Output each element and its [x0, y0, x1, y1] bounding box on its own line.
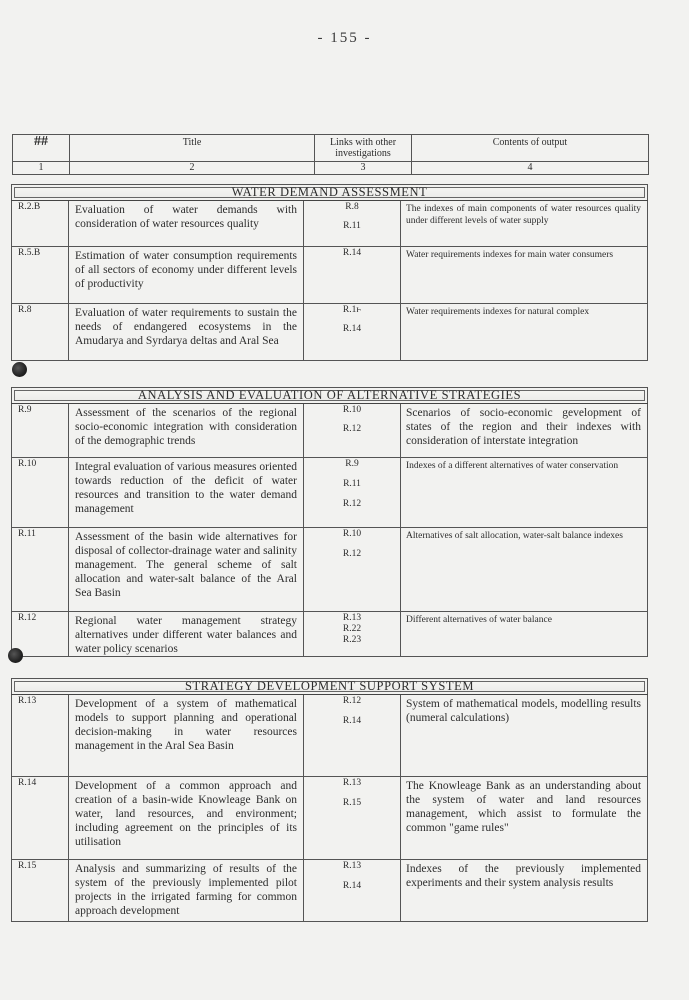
link-ref: R.8 [345, 202, 359, 212]
link-ref: R.14 [342, 324, 362, 334]
link-ref: R.22 [342, 624, 362, 634]
column-header-table [12, 134, 649, 175]
link-ref: R.15 [342, 798, 362, 808]
punch-hole [12, 362, 27, 377]
row-output: Different alternatives of water balance [401, 612, 648, 657]
section-alternative-strategies [11, 387, 648, 657]
row-title: Assessment of the basin wide alternatives for disposal of collector-drainage water and salinity management. The general scheme of salt allocation and water-salt balance of the Aral Sea Basin [69, 528, 304, 612]
link-ref: R.9 [345, 459, 359, 469]
link-ref: R.12 [342, 549, 362, 559]
table-row [12, 247, 648, 304]
link-ref: R.12 [342, 499, 362, 509]
link-ref: R.13 [342, 613, 362, 623]
link-ref: R.11 [343, 221, 361, 231]
row-output: Alternatives of salt allocation, water-salt balance indexes [401, 528, 648, 612]
header-contents: Contents of output [412, 135, 649, 162]
header-title: Title [70, 135, 315, 162]
row-code: R.5.B [12, 247, 69, 304]
row-output: Scenarios of socio-economic gevelopment of states of the region and their indexes with consideration of interstate integration [401, 404, 648, 458]
header-links: Links with other investigations [315, 135, 412, 162]
row-output: Water requirements indexes for main water consumers [401, 247, 648, 304]
section-title: WATER DEMAND ASSESSMENT [12, 185, 648, 201]
row-code: R.12 [12, 612, 69, 657]
section-water-demand [11, 184, 648, 361]
row-code: R.13 [12, 695, 69, 777]
row-code: R.8 [12, 304, 69, 361]
row-code: R.15 [12, 860, 69, 922]
row-title: Analysis and summarizing of results of the system of the previously implemented pilot projects in the irrigated farming for common approach development [69, 860, 304, 922]
row-links [304, 777, 401, 860]
row-links [304, 201, 401, 247]
row-title: Regional water management strategy alternatives under different water balances and water policy scenarios [69, 612, 304, 657]
row-title: Development of a common approach and creation of a basin-wide Knowleage Bank on water, land resources, and environment; including agreement on the principles of its utilisation [69, 777, 304, 860]
row-code: R.2.B [12, 201, 69, 247]
table-row [12, 528, 648, 612]
row-title: Integral evaluation of various measures oriented towards reduction of the deficit of water resources and transition to the water demand management [69, 458, 304, 528]
page-number: - 155 - [317, 30, 372, 46]
link-ref: R.23 [342, 635, 362, 645]
link-ref: R.10 [342, 405, 362, 415]
link-ref: R.12 [342, 424, 362, 434]
row-output: System of mathematical models, modelling results (numeral calculations) [401, 695, 648, 777]
header-col-number: 3 [315, 162, 412, 175]
link-ref: R.1ⱶ [342, 305, 362, 315]
row-title: Estimation of water consumption requirements of all sectors of economy under different levels of productivity [69, 247, 304, 304]
link-ref: R.14 [342, 716, 362, 726]
row-title: Evaluation of water demands with consideration of water resources quality [69, 201, 304, 247]
table-row [12, 860, 648, 922]
row-links [304, 528, 401, 612]
row-output: The indexes of main components of water resources quality under different levels of water supply [401, 201, 648, 247]
table-row [12, 304, 648, 361]
row-output: The Knowleage Bank as an understanding about the system of water and land resources management, which assist to formulate the common "game rules" [401, 777, 648, 860]
header-col-number: 1 [13, 162, 70, 175]
table-row [12, 612, 648, 657]
link-ref: R.10 [342, 529, 362, 539]
section-strategy-support [11, 678, 648, 922]
row-links [304, 695, 401, 777]
row-links [304, 404, 401, 458]
row-code: R.11 [12, 528, 69, 612]
row-output: Indexes of a different alternatives of water conservation [401, 458, 648, 528]
link-ref: R.11 [343, 479, 361, 489]
link-ref: R.13 [342, 778, 362, 788]
header-col-number: 4 [412, 162, 649, 175]
link-ref: R.13 [342, 861, 362, 871]
row-title: Assessment of the scenarios of the regional socio-economic integration with consideration of the demographic trends [69, 404, 304, 458]
row-output: Indexes of the previously implemented experiments and their system analysis results [401, 860, 648, 922]
table-row [12, 201, 648, 247]
link-ref: R.14 [342, 248, 362, 258]
table-row [12, 404, 648, 458]
link-ref: R.14 [342, 881, 362, 891]
header-col-number: 2 [70, 162, 315, 175]
header-number: ## [13, 135, 70, 162]
row-output: Water requirements indexes for natural complex [401, 304, 648, 361]
table-row [12, 695, 648, 777]
row-links [304, 247, 401, 304]
row-title: Evaluation of water requirements to sustain the needs of endangered ecosystems in the Amudarya and Syrdarya deltas and Aral Sea [69, 304, 304, 361]
section-title: STRATEGY DEVELOPMENT SUPPORT SYSTEM [12, 679, 648, 695]
table-row [12, 777, 648, 860]
link-ref: R.12 [342, 696, 362, 706]
row-links [304, 304, 401, 361]
table-row [12, 458, 648, 528]
row-links [304, 860, 401, 922]
section-title: ANALYSIS AND EVALUATION OF ALTERNATIVE STRATEGIES [12, 388, 648, 404]
row-code: R.14 [12, 777, 69, 860]
row-title: Development of a system of mathematical models to support planning and operational decision-making in water resources management in the Aral Sea Basin [69, 695, 304, 777]
row-code: R.9 [12, 404, 69, 458]
row-code: R.10 [12, 458, 69, 528]
row-links [304, 612, 401, 657]
punch-hole [8, 648, 23, 663]
row-links [304, 458, 401, 528]
